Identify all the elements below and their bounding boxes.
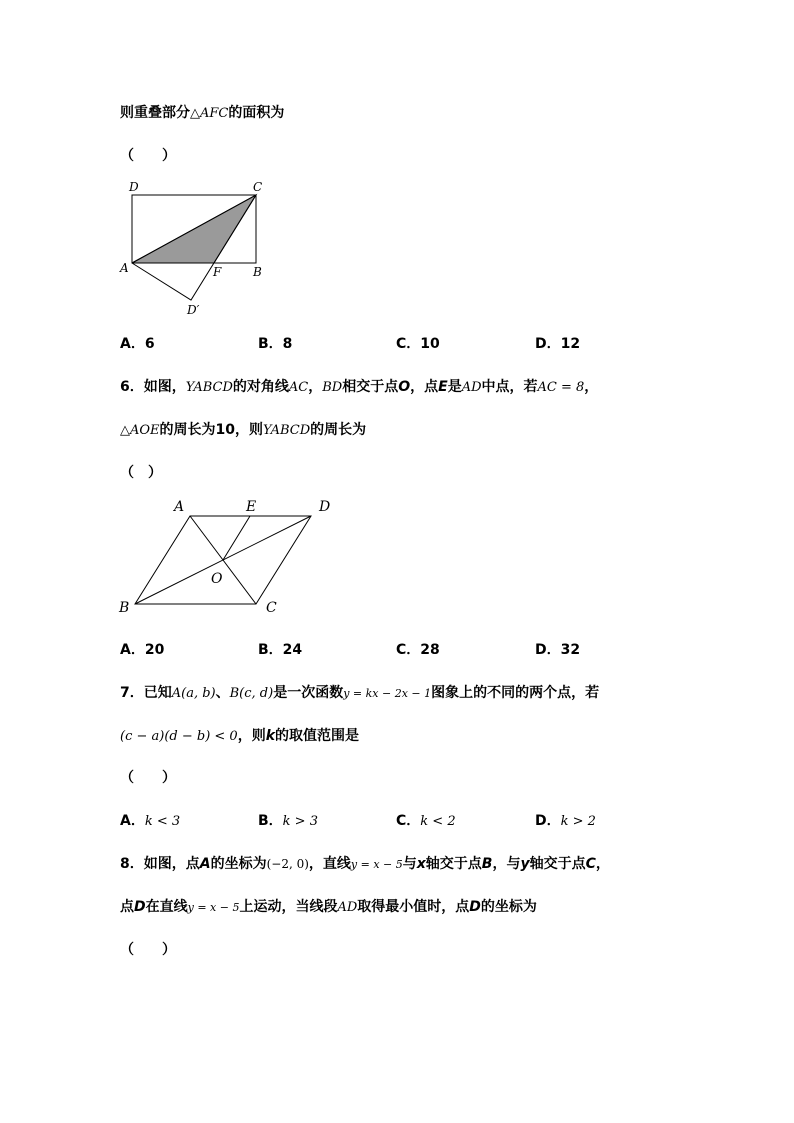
q7-option-d[interactable] bbox=[535, 810, 596, 830]
q6-option-a[interactable] bbox=[120, 639, 164, 659]
q7-stem-line1 bbox=[120, 682, 599, 702]
q6-label-b: B bbox=[119, 600, 130, 616]
q6-text: 的周长为 bbox=[310, 422, 367, 438]
q6-text: 的对角线 bbox=[232, 379, 289, 395]
q6-text: ， bbox=[584, 379, 599, 395]
q6-math: YABCD bbox=[185, 380, 233, 395]
q6-math: BD bbox=[322, 380, 343, 395]
q8-text: 轴交于点 bbox=[425, 856, 482, 872]
q5-stem bbox=[120, 102, 284, 122]
q8-point-d: D bbox=[469, 899, 481, 915]
q5-option-a-text: 6 bbox=[144, 336, 155, 352]
q7-option-c-letter: C． bbox=[396, 813, 421, 829]
q5-option-d[interactable] bbox=[535, 333, 580, 353]
q8-text: 取得最小值时，点 bbox=[357, 899, 470, 915]
q5-option-c-letter: C． bbox=[396, 336, 421, 352]
q6-option-c-letter: C． bbox=[396, 642, 421, 658]
q7-option-c[interactable] bbox=[396, 810, 456, 830]
q7-number: 7． bbox=[120, 685, 144, 701]
q6-math: △AOE bbox=[120, 423, 160, 438]
q7-option-b[interactable] bbox=[258, 810, 318, 830]
q6-math: AC = 8 bbox=[537, 380, 585, 395]
q8-stem-line1 bbox=[120, 853, 610, 873]
q6-label-a: A bbox=[174, 499, 185, 515]
q6-option-b-text: 24 bbox=[282, 642, 303, 658]
q8-text: 如图，点 bbox=[143, 856, 200, 872]
q6-stem-line2 bbox=[120, 419, 366, 439]
q7-option-b-text: k > 3 bbox=[282, 814, 318, 829]
q7-math: B(c, d) bbox=[229, 686, 274, 701]
q8-text: 轴交于点 bbox=[529, 856, 586, 872]
q5-label-d: D bbox=[129, 180, 139, 194]
q7-option-a[interactable] bbox=[120, 810, 180, 830]
q5-stem-text2: 的面积为 bbox=[228, 105, 285, 121]
q6-math: AD bbox=[461, 380, 482, 395]
q5-label-dprime: D′ bbox=[187, 303, 200, 317]
q8-math: AD bbox=[337, 900, 358, 915]
q6-label-c: C bbox=[266, 600, 277, 616]
q8-math: (−2, 0) bbox=[266, 857, 309, 871]
q6-text: 相交于点 bbox=[342, 379, 399, 395]
q7-option-c-text: k < 2 bbox=[420, 814, 456, 829]
q7-var-k: k bbox=[265, 728, 276, 744]
q8-math: y = x − 5 bbox=[350, 858, 403, 871]
q5-option-d-text: 12 bbox=[560, 336, 581, 352]
q5-stem-math: △AFC bbox=[190, 106, 229, 121]
q5-option-b[interactable] bbox=[258, 333, 292, 353]
q6-label-d: D bbox=[319, 499, 331, 515]
q6-text: 如图， bbox=[143, 379, 186, 395]
q8-text: ，与 bbox=[492, 856, 521, 872]
q5-option-a[interactable] bbox=[120, 333, 155, 353]
q7-text: 、 bbox=[215, 685, 230, 701]
q6-option-d-letter: D． bbox=[535, 642, 561, 658]
q8-stem-line2 bbox=[120, 896, 537, 916]
q5-option-c[interactable] bbox=[396, 333, 440, 353]
q7-stem-line2 bbox=[120, 725, 359, 745]
q8-answer-paren: （ ） bbox=[120, 942, 176, 958]
q5-label-f: F bbox=[213, 265, 222, 279]
q8-text: ，直线 bbox=[308, 856, 351, 872]
q6-text: 的周长为10，则 bbox=[159, 422, 264, 438]
q5-label-c: C bbox=[253, 180, 263, 194]
q8-var-y: y bbox=[520, 856, 530, 872]
q6-figure bbox=[112, 492, 342, 622]
q7-answer-paren: （ ） bbox=[120, 770, 176, 786]
q7-text: 图象上的不同的两个点，若 bbox=[431, 685, 600, 701]
q7-math: A(a, b) bbox=[171, 686, 216, 701]
q6-option-d-text: 32 bbox=[560, 642, 581, 658]
q6-option-c[interactable] bbox=[396, 639, 440, 659]
q7-option-a-letter: A． bbox=[120, 813, 145, 829]
q5-label-b: B bbox=[253, 265, 262, 279]
q6-option-a-text: 20 bbox=[144, 642, 165, 658]
q8-math: y = x − 5 bbox=[187, 901, 240, 914]
q5-option-c-text: 10 bbox=[420, 336, 440, 352]
q8-text: 点 bbox=[120, 899, 134, 915]
q7-text: ，则 bbox=[237, 728, 266, 744]
q8-point-a: A bbox=[199, 856, 211, 872]
q6-text: ， bbox=[308, 379, 323, 395]
q7-math: (c − a)(d − b) < 0 bbox=[120, 729, 238, 744]
q7-option-d-letter: D． bbox=[535, 813, 561, 829]
q7-math: y = kx − 2x − 1 bbox=[343, 687, 432, 700]
q6-option-b-letter: B． bbox=[258, 642, 283, 658]
q7-option-d-text: k > 2 bbox=[560, 814, 596, 829]
q7-text: 的取值范围是 bbox=[275, 728, 360, 744]
q7-text: 是一次函数 bbox=[273, 685, 344, 701]
q6-text: ，点 bbox=[410, 379, 439, 395]
q8-text: 上运动，当线段 bbox=[239, 899, 338, 915]
q7-text: 已知 bbox=[143, 685, 172, 701]
q5-stem-text: 则重叠部分 bbox=[120, 105, 190, 121]
q6-math: YABCD bbox=[263, 423, 311, 438]
q8-point-c: C bbox=[585, 856, 596, 872]
q6-option-d[interactable] bbox=[535, 639, 580, 659]
q6-option-c-text: 28 bbox=[420, 642, 440, 658]
q5-option-b-text: 8 bbox=[282, 336, 293, 352]
q8-point-d: D bbox=[134, 899, 146, 915]
q6-text: 中点，若 bbox=[481, 379, 538, 395]
q6-number: 6． bbox=[120, 379, 144, 395]
q8-text: 的坐标为 bbox=[480, 899, 537, 915]
q6-answer-paren: （ ） bbox=[120, 465, 162, 481]
q7-option-a-text: k < 3 bbox=[144, 814, 181, 829]
q6-point-e: E bbox=[438, 379, 448, 395]
q8-text: 在直线 bbox=[145, 899, 188, 915]
q5-option-d-letter: D． bbox=[535, 336, 561, 352]
q5-option-a-letter: A． bbox=[120, 336, 145, 352]
q6-math: AC bbox=[288, 380, 309, 395]
q5-label-a: A bbox=[120, 261, 129, 275]
q6-option-b[interactable] bbox=[258, 639, 302, 659]
q8-text: 与 bbox=[402, 856, 417, 872]
q8-text: ， bbox=[595, 856, 610, 872]
q8-number: 8． bbox=[120, 856, 144, 872]
q6-text: 是 bbox=[447, 379, 462, 395]
q6-option-a-letter: A． bbox=[120, 642, 145, 658]
q6-stem-line1 bbox=[120, 376, 598, 396]
q6-point-o: O bbox=[398, 379, 411, 395]
q6-label-o: O bbox=[211, 571, 223, 587]
q5-answer-paren: （ ） bbox=[120, 148, 176, 164]
q8-var-x: x bbox=[416, 856, 426, 872]
q5-option-b-letter: B． bbox=[258, 336, 283, 352]
q8-text: 的坐标为 bbox=[210, 856, 267, 872]
q6-label-e: E bbox=[246, 499, 257, 515]
q5-figure bbox=[112, 175, 282, 320]
q8-point-b: B bbox=[481, 856, 493, 872]
q7-option-b-letter: B． bbox=[258, 813, 283, 829]
